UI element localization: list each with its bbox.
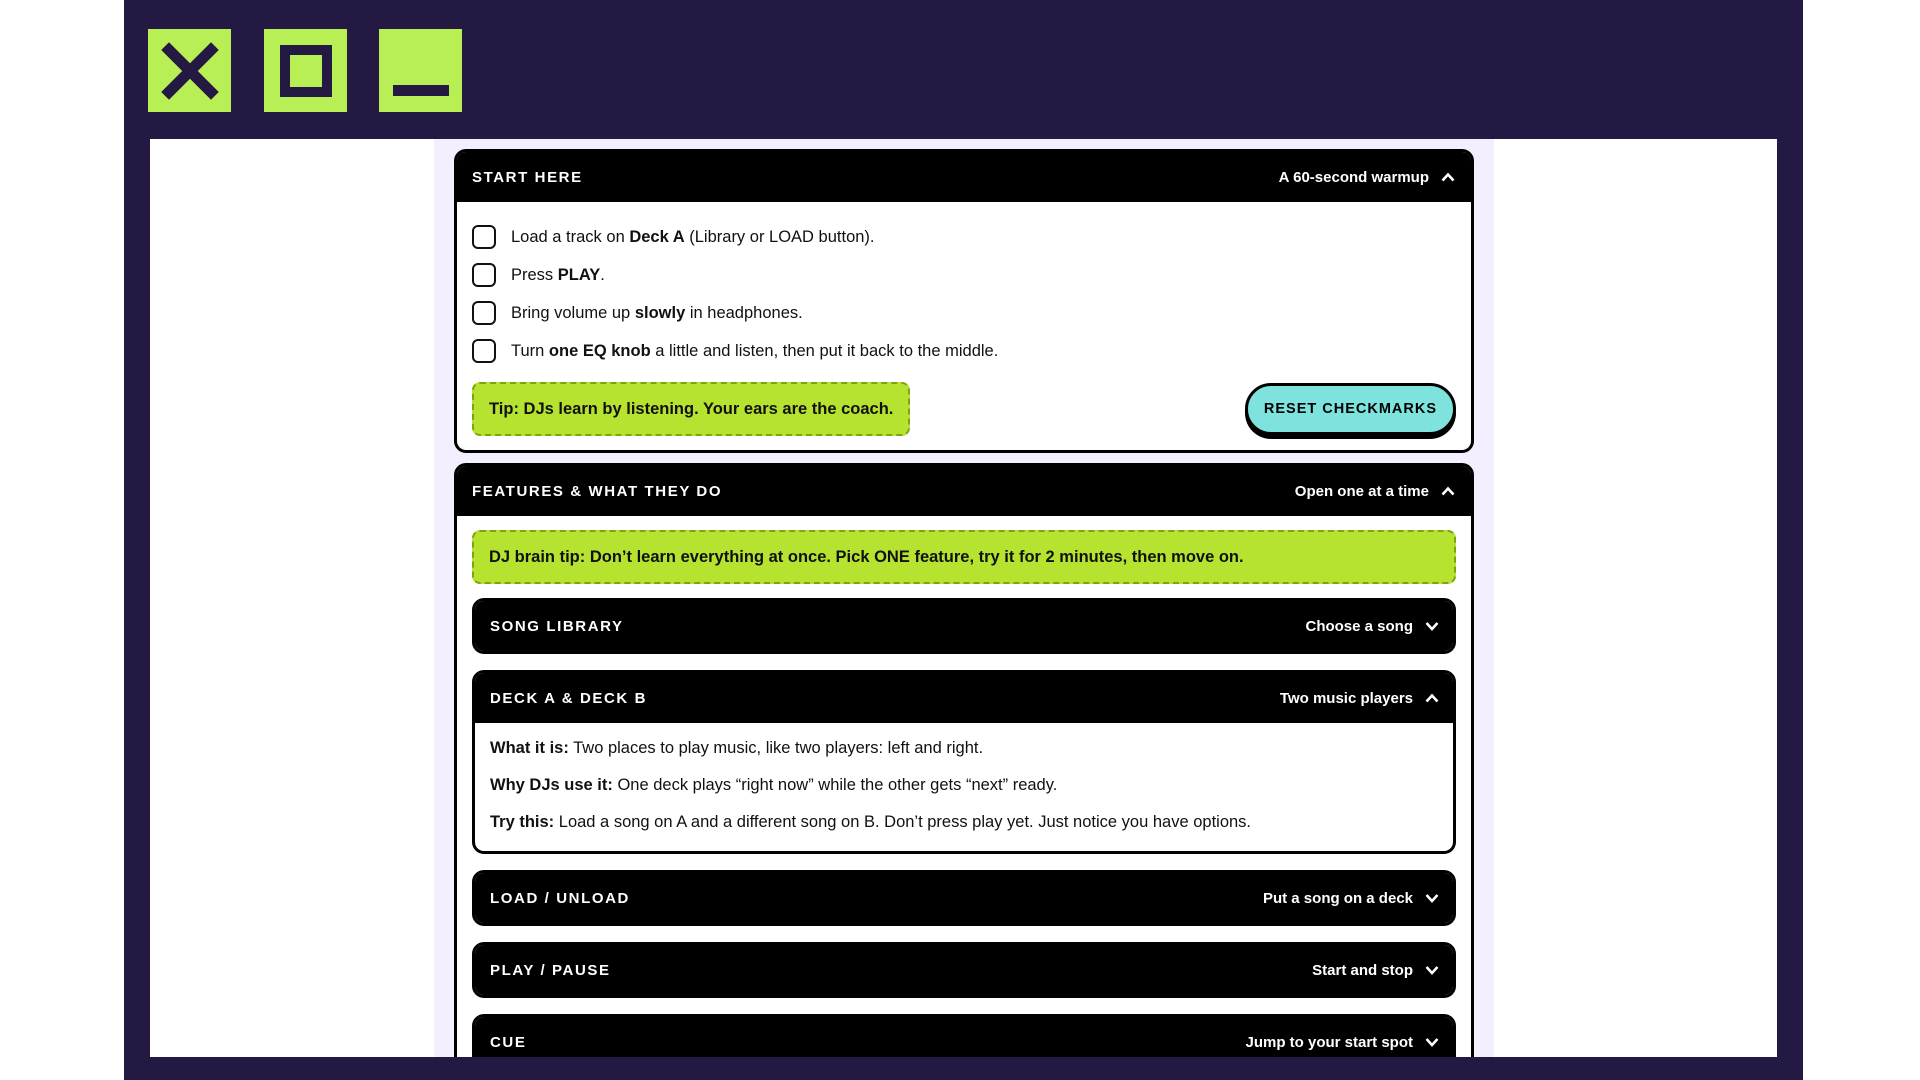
try-this-text: Try this: Load a song on A and a different song on B. Don’t press play yet. Just notice you have options. xyxy=(490,813,1252,831)
features-subtitle: Open one at a time xyxy=(1294,482,1429,500)
chevron-up-icon xyxy=(1441,172,1455,182)
section-subtitle: Two music players xyxy=(1279,689,1413,707)
close-x-icon xyxy=(161,42,219,100)
section-title: CUE xyxy=(490,1033,527,1051)
checklist-item xyxy=(472,332,1456,370)
checklist-item xyxy=(472,218,1456,256)
checklist-item-text: Press PLAY. xyxy=(511,265,605,284)
song-library-header[interactable] xyxy=(475,601,1453,651)
start-here-subtitle: A 60-second warmup xyxy=(1278,168,1429,186)
deck-section-body xyxy=(475,723,1453,851)
dj-brain-tip: DJ brain tip: Don’t learn everything at once. Pick ONE feature, try it for 2 minutes, then move on. xyxy=(472,530,1456,584)
app-frame xyxy=(124,0,1803,1080)
what-it-is-text: What it is: Two places to play music, like two players: left and right. xyxy=(490,739,984,757)
chevron-down-icon xyxy=(1425,621,1439,631)
checkbox[interactable] xyxy=(472,263,496,287)
warmup-checklist xyxy=(457,202,1471,370)
play-pause-section xyxy=(472,942,1456,998)
section-subtitle: Choose a song xyxy=(1305,617,1413,635)
maximize-window-button[interactable] xyxy=(264,29,347,112)
play-pause-header[interactable] xyxy=(475,945,1453,995)
listening-tip: Tip: DJs learn by listening. Your ears are the coach. xyxy=(472,382,910,436)
load-unload-header[interactable] xyxy=(475,873,1453,923)
chevron-down-icon xyxy=(1425,893,1439,903)
checklist-item xyxy=(472,256,1456,294)
start-here-title: START HERE xyxy=(472,168,583,186)
content-viewport xyxy=(150,139,1777,1057)
section-title: LOAD / UNLOAD xyxy=(490,889,630,907)
checkbox[interactable] xyxy=(472,225,496,249)
chevron-up-icon xyxy=(1425,693,1439,703)
minimize-window-button[interactable] xyxy=(379,29,462,112)
section-subtitle: Jump to your start spot xyxy=(1245,1033,1413,1051)
chevron-down-icon xyxy=(1425,965,1439,975)
minimize-bar-icon xyxy=(393,43,449,99)
reset-checkmarks-button[interactable]: RESET CHECKMARKS xyxy=(1245,383,1456,435)
section-title: PLAY / PAUSE xyxy=(490,961,611,979)
chevron-up-icon xyxy=(1441,486,1455,496)
checkbox[interactable] xyxy=(472,339,496,363)
checklist-item-text: Turn one EQ knob a little and listen, then put it back to the middle. xyxy=(511,341,999,360)
close-window-button[interactable] xyxy=(148,29,231,112)
checklist-item xyxy=(472,294,1456,332)
section-subtitle: Put a song on a deck xyxy=(1262,889,1413,907)
why-djs-use-it-text: Why DJs use it: One deck plays “right now” while the other gets “next” ready. xyxy=(490,776,1058,794)
start-here-panel xyxy=(454,149,1474,453)
maximize-square-icon xyxy=(279,44,333,98)
load-unload-section xyxy=(472,870,1456,926)
deck-a-deck-b-section xyxy=(472,670,1456,854)
section-title: SONG LIBRARY xyxy=(490,617,624,635)
features-title: FEATURES & WHAT THEY DO xyxy=(472,482,723,500)
cue-header[interactable] xyxy=(475,1017,1453,1057)
checklist-item-text: Bring volume up slowly in headphones. xyxy=(511,303,803,322)
song-library-section xyxy=(472,598,1456,654)
checklist-item-text: Load a track on Deck A (Library or LOAD button). xyxy=(511,227,875,246)
cue-section xyxy=(472,1014,1456,1057)
features-header[interactable] xyxy=(457,466,1471,516)
section-subtitle: Start and stop xyxy=(1312,961,1413,979)
features-panel xyxy=(454,463,1474,1057)
section-title: DECK A & DECK B xyxy=(490,689,648,707)
chevron-down-icon xyxy=(1425,1037,1439,1047)
content-column xyxy=(434,139,1494,1057)
deck-a-deck-b-header[interactable] xyxy=(475,673,1453,723)
checkbox[interactable] xyxy=(472,301,496,325)
start-here-header[interactable] xyxy=(457,152,1471,202)
